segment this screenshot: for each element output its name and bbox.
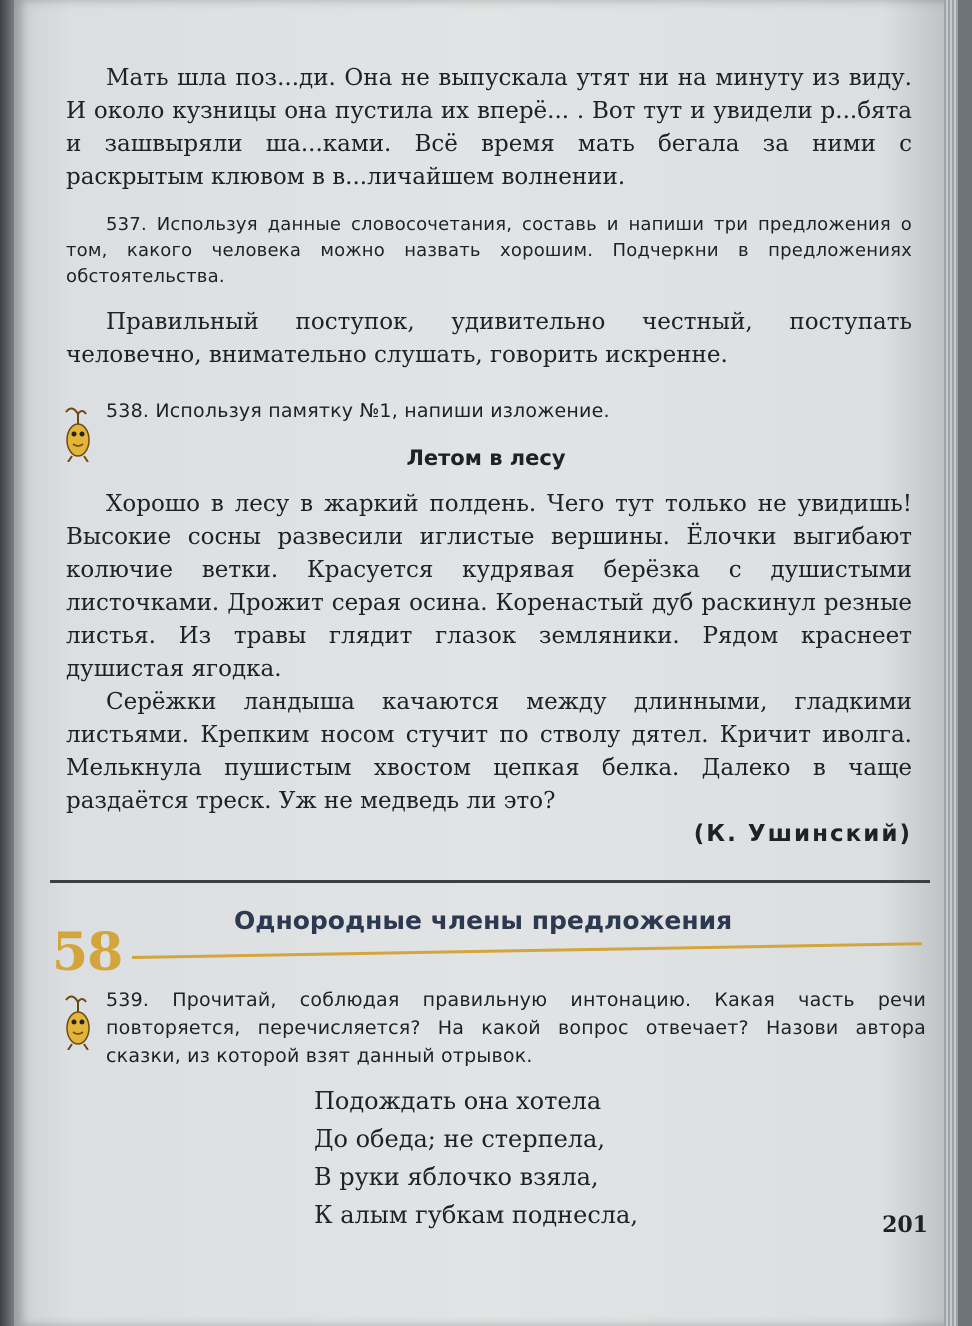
exercise-538-task: 538. Используя памятку №1, напиши изложение. <box>106 400 610 422</box>
poem-line: Подождать она хотела <box>314 1087 602 1115</box>
exercise-538 <box>106 398 906 424</box>
poem-excerpt <box>314 1082 638 1234</box>
mascot-icon <box>58 988 96 1050</box>
story-paragraph-2: Серёжки ландыша качаются между длинными, гладкими листьями. Крепким носом стучит по стволу дятел. Кричит иволга. Мелькнула пушистым хвостом цепкая белка. Далеко в чаще раздаётся треск. Уж не медведь ли это? <box>66 689 912 814</box>
story-title: Летом в лесу <box>406 446 566 470</box>
page-number: 201 <box>882 1212 928 1238</box>
story-text <box>66 488 912 851</box>
story-paragraph-1: Хорошо в лесу в жаркий полдень. Чего тут только не увидишь! Высокие сосны развесили иглистые вершины. Ёлочки выгибают колючие ветки. Красуется кудрявая берёзка с душистыми листочками. Дрожит серая осина. Коренастый дуб раскинул резные листья. Из травы глядит глазок земляники. Рядом краснеет душистая ягодка. <box>66 491 912 682</box>
lesson-number: 58 <box>52 922 123 983</box>
section-divider <box>50 880 930 883</box>
page-edges <box>944 0 958 1326</box>
lesson-underline <box>132 942 922 959</box>
intro-paragraph-block <box>66 62 912 194</box>
intro-paragraph: Мать шла поз...ди. Она не выпускала утят ни на минуту из виду. И около кузницы она пустила их вперё... . Вот тут и увидели р...бята и зашвыряли ша...ками. Всё время мать бегала за ними с раскрытым клювом в в...личайшем волнении. <box>66 65 912 190</box>
poem-line: До обеда; не стерпела, <box>314 1125 605 1153</box>
exercise-537-task: 537. Используя данные словосочетания, составь и напиши три предложения о том, какого человека можно назвать хорошим. Подчеркни в предложениях обстоятельства. <box>66 214 912 287</box>
textbook-page <box>14 0 958 1326</box>
exercise-537 <box>66 212 912 290</box>
lesson-title: Однородные члены предложения <box>234 906 733 935</box>
exercise-537-words: Правильный поступок, удивительно честный, поступать человечно, внимательно слушать, говорить искренне. <box>66 309 912 368</box>
exercise-539 <box>106 986 926 1070</box>
story-author: (К. Ушинский) <box>693 821 912 847</box>
exercise-539-task: 539. Прочитай, соблюдая правильную интонацию. Какая часть речи повторяется, перечисляется? На какой вопрос отвечает? Назови автора сказки, из которой взят данный отрывок. <box>106 989 926 1067</box>
poem-line: К алым губкам поднесла, <box>314 1201 638 1229</box>
poem-line: В руки яблочко взяла, <box>314 1163 599 1191</box>
exercise-537-words-block <box>66 306 912 372</box>
